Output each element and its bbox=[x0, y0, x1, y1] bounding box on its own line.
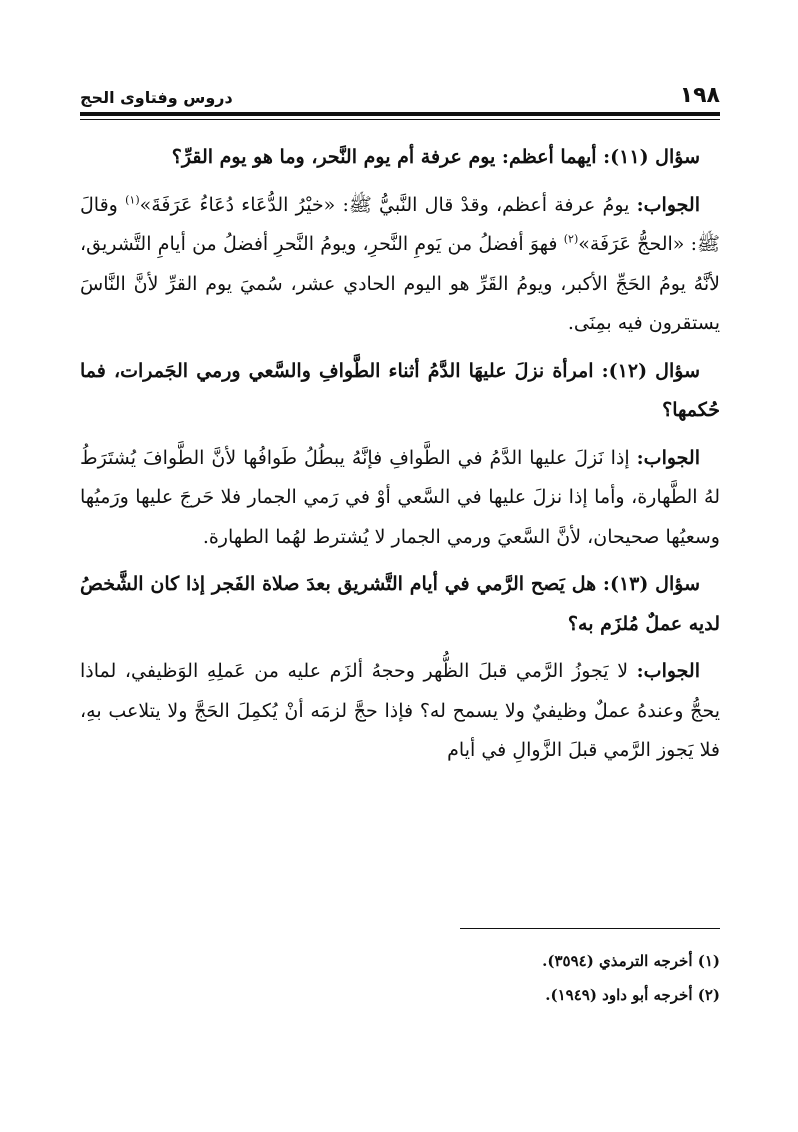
answer-11 bbox=[80, 186, 720, 344]
answer-text: إذا نَزلَ عليها الدَّمُ في الطَّوافِ فإنَّهُ يبطُلُ طَوافُها لأنَّ الطَّوافَ يُشتَرَطُ لهُ الطَّهارة، وأما إذا نزلَ عليها في السَّعي أوْ في رَمي الجمار فلا حَرجَ عليها ورَميُها وسعيُها صحيحان، لأنَّ السَّعيَ ورمي الجمار لا يُشترط لهُما الطهارة. bbox=[80, 446, 720, 548]
page-number: ١٩٨ bbox=[679, 83, 720, 108]
footnote-2: (٢) أخرجه أبو داود (١٩٤٩). bbox=[545, 986, 720, 1004]
header-rule-thick bbox=[80, 112, 720, 116]
footnote-ref: (١) bbox=[125, 193, 140, 207]
answer-12 bbox=[80, 439, 720, 558]
question-11: سؤال (١١): أيهما أعظم: يوم عرفة أم يوم النَّحر، وما هو يوم القرِّ؟ bbox=[171, 146, 700, 168]
answer-text: وقالَ ﷺ: «الحجُّ عَرَفَة» bbox=[80, 193, 720, 255]
answer-text: فهوَ أفضلُ من يَومِ النَّحرِ، ويومُ النَّحرِ أفضلُ من أيامِ التَّشريق، لأنَّهُ يومُ الحَجِّ الأكبر، ويومُ القَرِّ هو اليوم الحادي عشر، سُميَ يوم القرِّ لأنَّ النَّاسَ يستقرون فيه بمِنَى. bbox=[80, 233, 720, 334]
page-body bbox=[80, 138, 720, 779]
footnote-ref: (٢) bbox=[563, 232, 579, 246]
running-title: دروس وفتاوى الحج bbox=[80, 88, 233, 107]
answer-label: الجواب: bbox=[636, 193, 700, 216]
footnotes bbox=[80, 944, 720, 1012]
answer-text: يومُ عرفة أعظم، وقدْ قال النَّبيُّ ﷺ: «خيْرُ الدُّعَاء دُعَاءُ عَرَفَةَ» bbox=[139, 193, 630, 216]
header-rule-thin bbox=[80, 119, 720, 120]
answer-text: لا يَجوزُ الرَّمي قبلَ الظُّهر وحجهُ ألزَم عليه من عَملِهِ الوَظيفي، لماذا يحجُّ وعندهُ عملٌ وظيفيٌ ولا يسمح له؟ فإذا حجَّ لزمَه أنْ يُكمِلَ الحَجَّ ولا يتلاعب بهِ، فلا يَجوز الرَّمي قبلَ الزَّوالِ في أيام bbox=[80, 660, 720, 761]
answer-label: الجواب: bbox=[636, 446, 700, 469]
question-13: سؤال (١٣): هل يَصح الرَّمي في أيام التَّشريق بعدَ صلاة الفَجر إذا كان الشَّخصُ لديه عملٌ مُلزَم به؟ bbox=[80, 573, 720, 635]
question-12: سؤال (١٢): امرأة نزلَ عليهَا الدَّمُ أثناء الطَّوافِ والسَّعي ورمي الجَمرات، فما حُكمها؟ bbox=[80, 359, 720, 421]
answer-label: الجواب: bbox=[636, 660, 700, 682]
footnote-separator bbox=[460, 928, 720, 929]
footnote-1: (١) أخرجه الترمذي (٣٥٩٤). bbox=[542, 952, 720, 970]
answer-13 bbox=[80, 652, 720, 771]
page-header bbox=[80, 84, 720, 108]
